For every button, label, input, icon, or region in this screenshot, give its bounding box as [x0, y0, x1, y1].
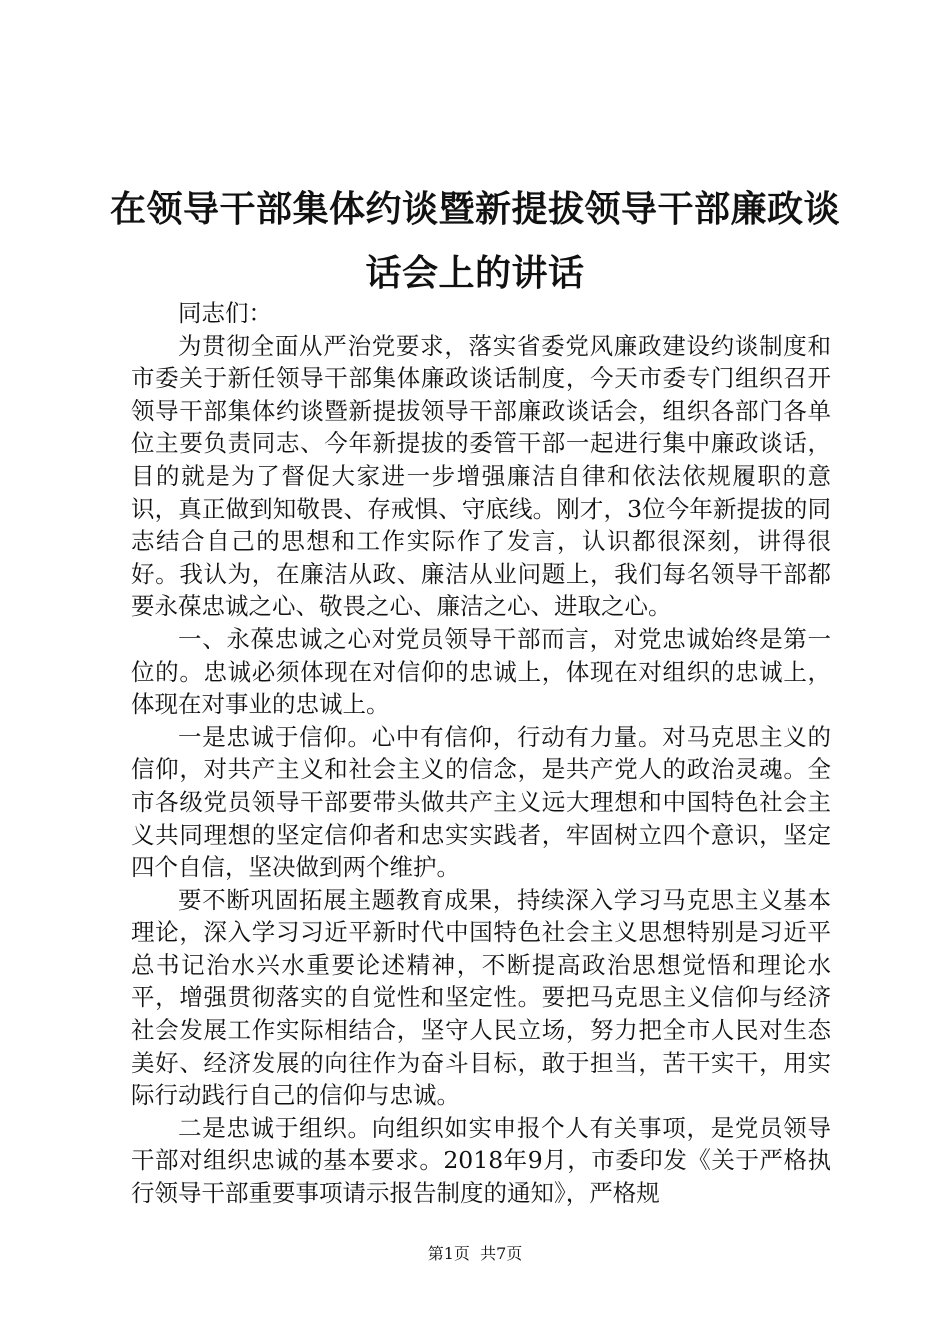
paragraph-loyalty-to-belief: 一是忠诚于信仰。心中有信仰，行动有力量。对马克思主义的信仰，对共产主义和社会主义的信念，是共产党人的政治灵魂。全市各级党员领导干部要带头做共产主义远大理想和中国特色社会主义共同理想的坚定信仰者和忠实实践者，牢固树立四个意识，坚定四个自信，坚决做到两个维护。: [131, 722, 831, 882]
document-title-line-2: 话会上的讲话: [365, 253, 585, 294]
paragraph-intro: 为贯彻全面从严治党要求，落实省委党风廉政建设约谈制度和市委关于新任领导干部集体廉政谈话制度，今天市委专门组织召开领导干部集体约谈暨新提拔领导干部廉政谈话会，组织各部门各单位主要负责同志、今年新提拔的委管干部一起进行集中廉政谈话，目的就是为了督促大家进一步增强廉洁自律和依法依规履职的意识，真正做到知敬畏、存戒惧、守底线。刚才，3位今年新提拔的同志结合自己的思想和工作实际作了发言，认识都很深刻，讲得很好。我认为，在廉洁从政、廉洁从业问题上，我们每名领导干部都要永葆忠诚之心、敬畏之心、廉洁之心、进取之心。: [131, 331, 831, 621]
paragraph-section-1: 一、永葆忠诚之心对党员领导干部而言，对党忠诚始终是第一位的。忠诚必须体现在对信仰的忠诚上，体现在对组织的忠诚上，体现在对事业的忠诚上。: [131, 624, 831, 719]
paragraph-loyalty-to-organization: 二是忠诚于组织。向组织如实申报个人有关事项，是党员领导干部对组织忠诚的基本要求。2018年9月，市委印发《关于严格执行领导干部重要事项请示报告制度的通知》，严格规: [131, 1113, 831, 1208]
salutation: 同志们：: [178, 299, 272, 327]
document-title-line-1: 在领导干部集体约谈暨新提拔领导干部廉政谈: [109, 189, 840, 230]
page-number-footer: 第1页 共7页: [427, 1244, 523, 1263]
paragraph-study-theory: 要不断巩固拓展主题教育成果，持续深入学习马克思主义基本理论，深入学习习近平新时代中国特色社会主义思想特别是习近平总书记治水兴水重要论述精神，不断提高政治思想觉悟和理论水平，增强贯彻落实的自觉性和坚定性。要把马克思主义信仰与经济社会发展工作实际相结合，坚守人民立场，努力把全市人民对生态美好、经济发展的向往作为奋斗目标，敢于担当，苦干实干，用实际行动践行自己的信仰与忠诚。: [131, 885, 831, 1110]
document-body: [131, 297, 831, 1210]
